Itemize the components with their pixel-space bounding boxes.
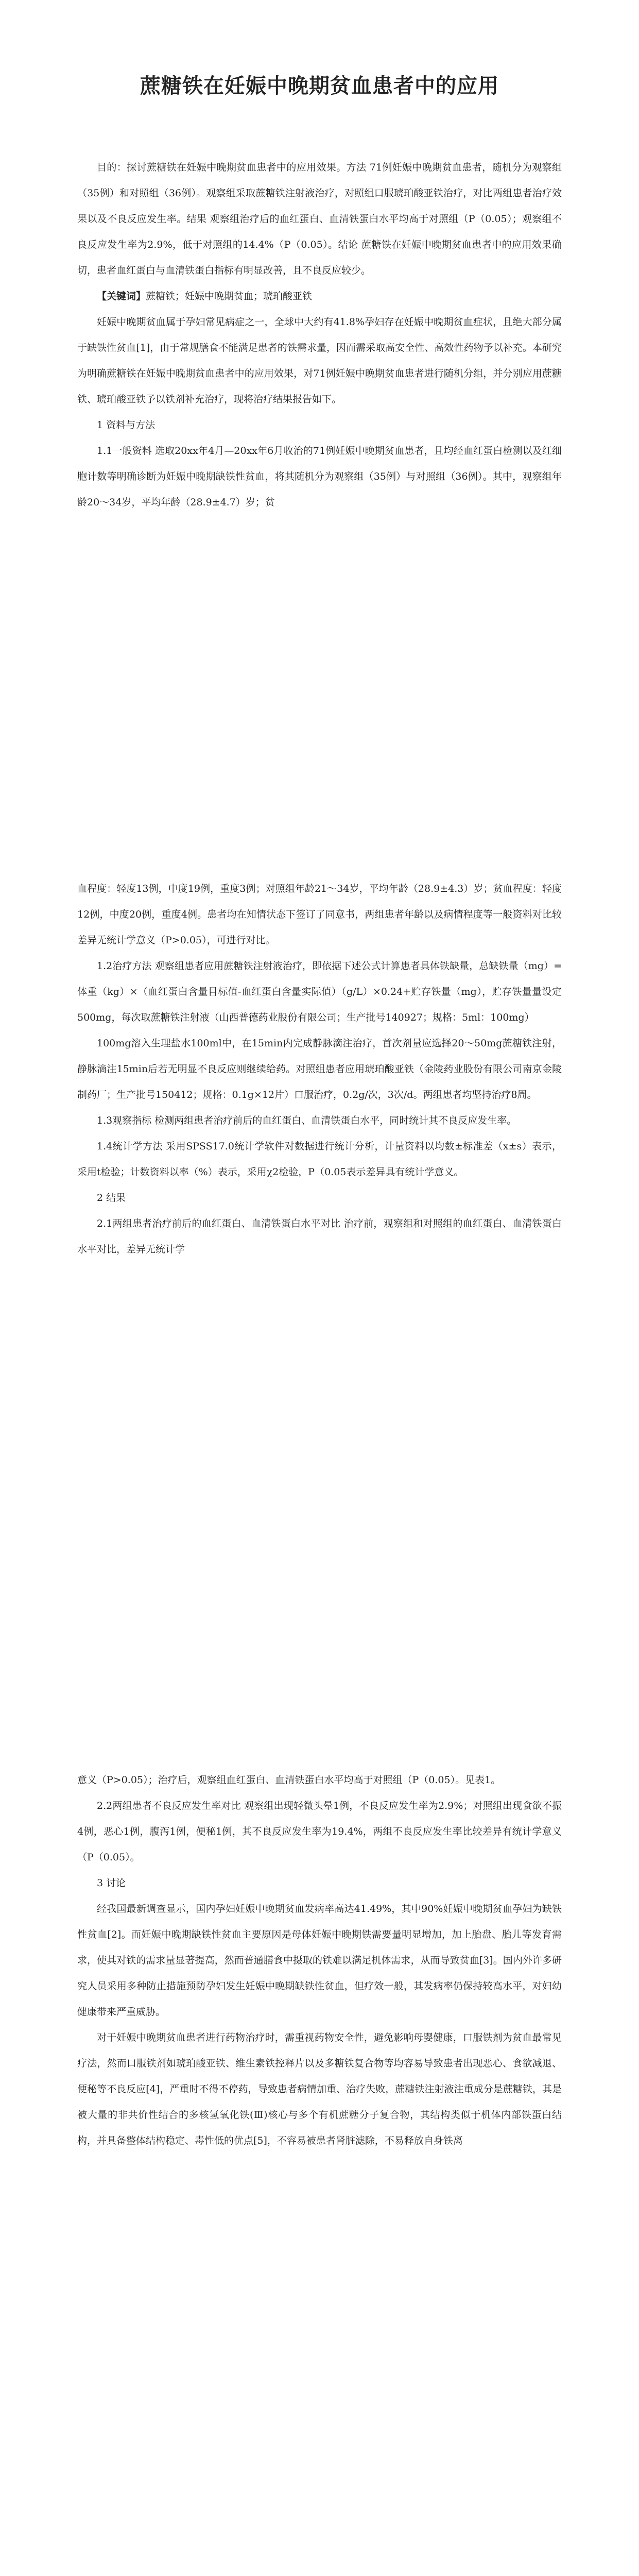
section-2-1-hemoglobin: 2.1两组患者治疗前后的血红蛋白、血清铁蛋白水平对比 治疗前，观察组和对照组的血红蛋白、血清铁蛋白水平对比，差异无统计学 (77, 1218, 562, 1255)
discussion-paragraph-1: 经我国最新调查显示，国内孕妇妊娠中晚期贫血发病率高达41.49%，其中90%妊娠中晚期贫血孕妇为缺铁性贫血[2]。而妊娠中晚期缺铁性贫血主要原因是母体妊娠中晚期铁需要量明显增加，加上胎盘、胎儿等发育需求，使其对铁的需求量显著提高，然而普通膳食中摄取的铁难以满足机体需求，从而导致贫血[3]。国内外许多研究人员采用多种防止措施预防孕妇发生妊娠中晚期缺铁性贫血，但疗效一般，其发病率仍保持较高水平，对妇幼健康带来严重威胁。 (77, 1903, 562, 2018)
keywords-text: 蔗糖铁；妊娠中晚期贫血；琥珀酸亚铁 (146, 291, 313, 302)
methods-continued (77, 876, 562, 1262)
section-heading-discussion: 3 讨论 (97, 1877, 126, 1889)
section-1-3-indicators: 1.3观察指标 检测两组患者治疗前后的血红蛋白、血清铁蛋白水平，同时统计其不良反应发生率。 (97, 1115, 517, 1126)
section-1-2-treatment-b: 100mg溶入生理盐水100ml中，在15min内完成静脉滴注治疗，首次剂量应选择20～50mg蔗糖铁注射，静脉滴注15min后若无明显不良反应则继续给药。对照组患者应用琥珀酸亚铁（金陵药业股份有限公司南京金陵制药厂；生产批号150412；规格：0.1g×12片）口服治疗，0.2g/次，3次/d。两组患者均坚持治疗8周。 (77, 1038, 562, 1100)
paper-title: 蔗糖铁在妊娠中晚期贫血患者中的应用 (140, 74, 499, 98)
section-2-2-adverse: 2.2两组患者不良反应发生率对比 观察组出现轻微头晕1例，不良反应发生率为2.9%；对照组出现食欲不振4例，恶心1例，腹泻1例，便秘1例，其不良反应发生率为19.4%，两组不良反应发生率比较差异有统计学意义（P（0.05）。 (77, 1800, 562, 1863)
keywords-line (77, 283, 562, 309)
section-1-1-general-data: 1.1一般资料 选取20xx年4月—20xx年6月收治的71例妊娠中晚期贫血患者，且均经血红蛋白检测以及红细胞计数等明确诊断为妊娠中晚期缺铁性贫血，将其随机分为观察组（35例）与对照组（36例）。其中，观察组年龄20～34岁，平均年龄（28.9±4.7）岁；贫 (77, 445, 562, 508)
results-continued (77, 1767, 562, 2154)
discussion-paragraph-2: 对于妊娠中晚期贫血患者进行药物治疗时，需重视药物安全性，避免影响母婴健康，口服铁剂为贫血最常见疗法，然而口服铁剂如琥珀酸亚铁、维生素铁控释片以及多糖铁复合物等均容易导致患者出现恶心、食欲减退、便秘等不良反应[4]，严重时不得不停药，导致患者病情加重、治疗失败，蔗糖铁注射液注重成分是蔗糖铁，其是被大量的非共价性结合的多核氢氧化铁(Ⅲ)核心与多个有机蔗糖分子复合物，其结构类似于机体内部铁蛋白结构，并具备整体结构稳定、毒性低的优点[5]，不容易被患者肾脏滤除，不易释放自身铁离 (77, 2032, 562, 2146)
abstract-text: 目的：探讨蔗糖铁在妊娠中晚期贫血患者中的应用效果。方法 71例妊娠中晚期贫血患者，随机分为观察组（35例）和对照组（36例）。观察组采取蔗糖铁注射液治疗，对照组口服琥珀酸亚铁治疗，对比两组患者治疗效果以及不良反应发生率。结果 观察组治疗后的血红蛋白、血清铁蛋白水平均高于对照组（P（0.05）；观察组不良反应发生率为2.9%，低于对照组的14.4%（P（0.05）。结论 蔗糖铁在妊娠中晚期贫血患者中的应用效果确切，患者血红蛋白与血清铁蛋白指标有明显改善，且不良反应较少。 (77, 162, 562, 276)
section-heading-results: 2 结果 (97, 1192, 126, 1204)
section-1-4-statistics: 1.4统计学方法 采用SPSS17.0统计学软件对数据进行统计分析，计量资料以均数±标准差（x±s）表示，采用t检验；计数资料以率（%）表示，采用χ2检验，P（0.05表示差异具有统计学意义。 (77, 1141, 562, 1178)
section-heading-methods: 1 资料与方法 (97, 419, 156, 431)
keywords-label: 【关键词】 (97, 291, 146, 302)
section-2-1-continued: 意义（P>0.05）；治疗后，观察组血红蛋白、血清铁蛋白水平均高于对照组（P（0.05）。见表1。 (77, 1774, 501, 1786)
section-1-1-continued: 血程度：轻度13例，中度19例，重度3例；对照组年龄21～34岁，平均年龄（28.9±4.3）岁；贫血程度：轻度12例，中度20例，重度4例。患者均在知情状态下签订了同意书，两组患者年龄以及病情程度等一般资料对比较差异无统计学意义（P>0.05），可进行对比。 (77, 883, 562, 946)
section-1-2-treatment: 1.2治疗方法 观察组患者应用蔗糖铁注射液治疗，即依据下述公式计算患者具体铁缺量，总缺铁量（mg）=体重（kg）×（血红蛋白含量目标值-血红蛋白含量实际值）（g/L）×0.24+贮存铁量（mg），贮存铁量量设定500mg，每次取蔗糖铁注射液（山西普德药业股份有限公司；生产批号140927；规格：5ml：100mg） (77, 960, 562, 1023)
intro-paragraph: 妊娠中晚期贫血属于孕妇常见病症之一，全球中大约有41.8%孕妇存在妊娠中晚期贫血症状，且绝大部分属于缺铁性贫血[1]，由于常规膳食不能满足患者的铁需求量，因而需采取高安全性、高效性药物予以补充。本研究为明确蔗糖铁在妊娠中晚期贫血患者中的应用效果，对71例妊娠中晚期贫血患者进行随机分组，并分别应用蔗糖铁、琥珀酸亚铁予以铁剂补充治疗，现将治疗结果报告如下。 (77, 316, 562, 405)
abstract-section (77, 155, 562, 515)
